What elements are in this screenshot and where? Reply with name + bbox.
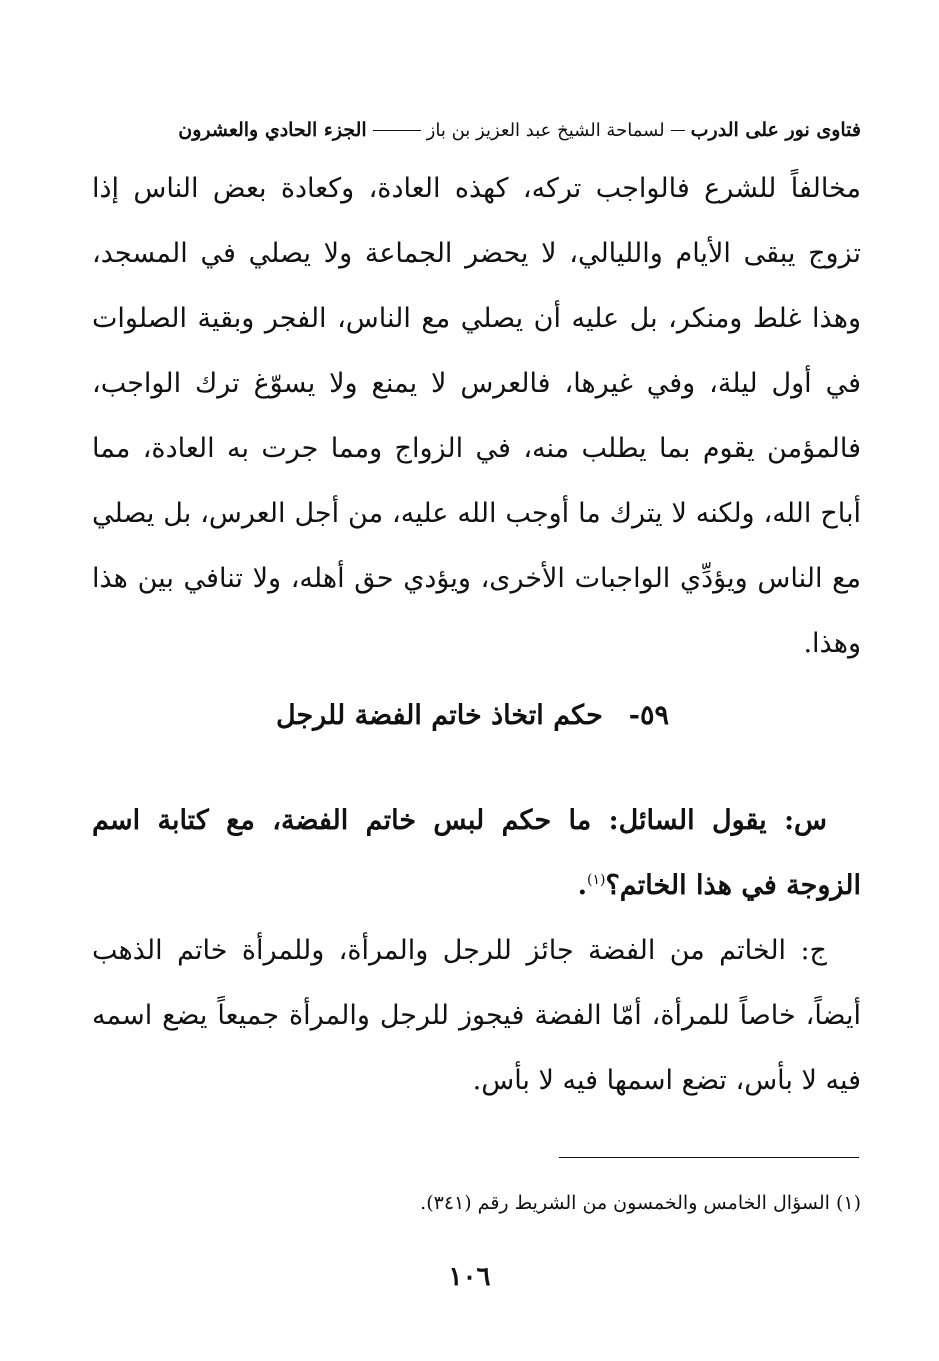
header-separator — [671, 130, 685, 131]
body-paragraph: مخالفاً للشرع فالواجب تركه، كهذه العادة، وكعادة بعض الناس إذا تزوج يبقى الأيام والليالي، لا يحضر الجماعة ولا يصلي في المسجد، وهذا غلط ومنكر، بل عليه أن يصلي مع الناس، الفجر وبقية الصلوات في أول ليلة، وفي غيرها، فالعرس لا يمنع ولا يسوّغ ترك الواجب، فالمؤمن يقوم بما يطلب منه، في الزواج ومما جرت به العادة، مما أباح الله، ولكنه لا يترك ما أوجب الله عليه، من أجل العرس، بل يصلي مع الناس ويؤدِّي الواجبات الأخرى، ويؤدي حق أهله، ولا تنافي بين هذا وهذا. — [92, 173, 861, 659]
question-answer-block — [92, 788, 861, 1113]
book-title: فتاوى نور على الدرب — [690, 119, 861, 141]
section-heading — [276, 700, 669, 731]
section-number: ٥٩- — [628, 700, 669, 731]
body-text — [92, 156, 861, 676]
volume-part: الجزء الحادي والعشرون — [178, 119, 367, 141]
question-text: س: يقول السائل: ما حكم لبس خاتم الفضة، مع كتابة اسم الزوجة في هذا الخاتم؟ — [92, 805, 861, 901]
header-separator — [373, 130, 421, 131]
footnote: (١) السؤال الخامس والخمسون من الشريط رقم (٣٤١). — [420, 1192, 861, 1214]
question-end: . — [577, 870, 587, 901]
author-name: لسماحة الشيخ عبد العزيز بن باز — [426, 119, 665, 141]
answer: ج: الخاتم من الفضة جائز للرجل والمرأة، وللمرأة خاتم الذهب أيضاً، خاصاً للمرأة، أمّا الفضة فيجوز للرجل والمرأة جميعاً يضع اسمه فيه لا بأس، تضع اسمها فيه لا بأس. — [92, 935, 861, 1096]
footnote-divider — [559, 1157, 859, 1158]
section-title: حكم اتخاذ خاتم الفضة للرجل — [276, 700, 603, 731]
running-header — [92, 112, 861, 148]
question — [92, 788, 861, 918]
footnote-reference: (١) — [586, 872, 606, 888]
page-number: ١٠٦ — [448, 1262, 491, 1292]
